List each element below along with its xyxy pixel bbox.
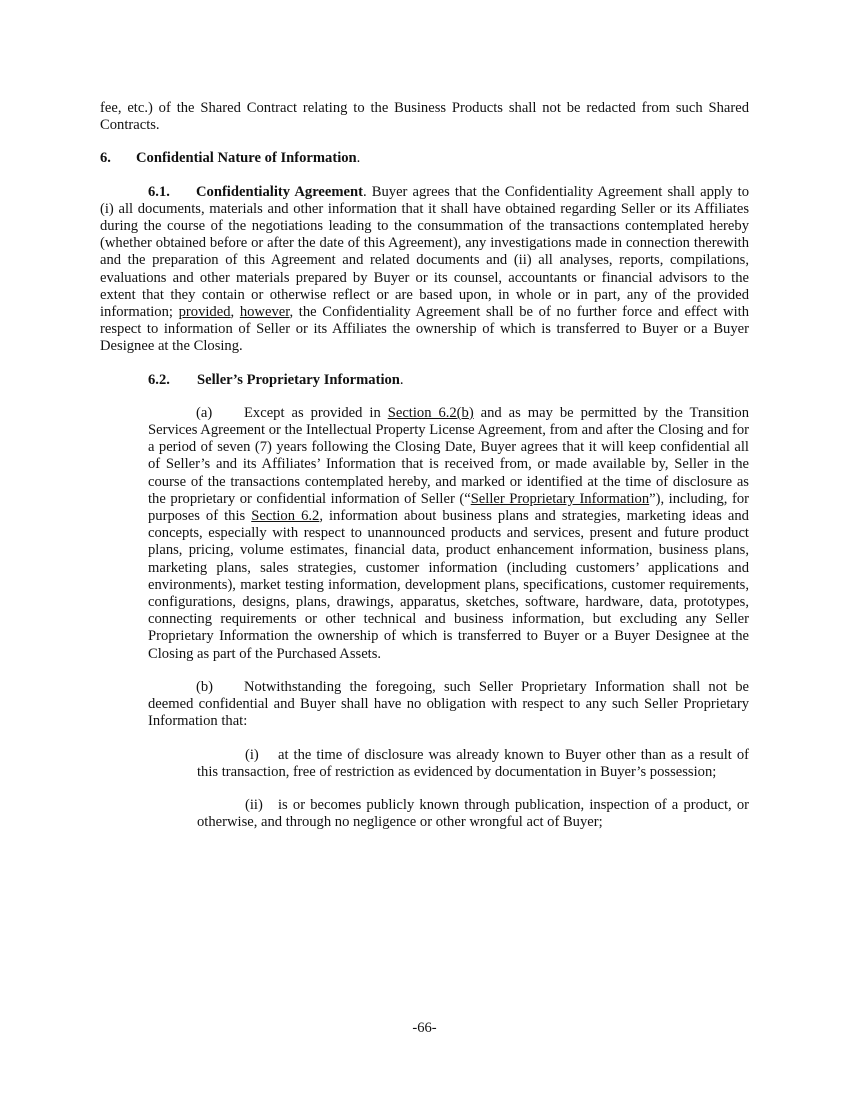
- paragraph-continuation: [100, 100, 749, 134]
- subsection-a-text-4: , information about business plans and strategies, marketing ideas and concepts, especially with respect to unannounced products and services, present and future product plans, pricing, volume estimates, financial data, product enhancement information, business plans, marketing plans, sales strategies, customer information (including customers’ applications and environments), market testing information, development plans, specifications, customer requirements, configurations, designs, plans, drawings, apparatus, sketches, software, hardware, data, prototypes, connecting requirements or other technical and business information, but excluding any Seller Proprietary Information the ownership of which is transferred to Buyer or a Buyer Designee at the Closing as part of the Purchased Assets.: [148, 508, 749, 662]
- subsection-b-text: Notwithstanding the foregoing, such Seller Proprietary Information shall not be deemed confidential and Buyer shall have no obligation with respect to any such Seller Proprietary Information that:: [148, 678, 749, 730]
- section-6-2-title: Seller’s Proprietary Information: [197, 371, 400, 388]
- section-6-2-b-reference: Section 6.2(b): [387, 404, 474, 421]
- section-6-2-period: .: [399, 371, 404, 388]
- section-6-title: Confidential Nature of Information: [136, 150, 357, 167]
- clause-i-tag: (i): [245, 746, 259, 763]
- section-6-number: 6.: [100, 150, 111, 167]
- section-6-1-text-after: , the Confidentiality Agreement shall be of no further force and effect with respect to information of Seller or its Affiliates the ownership of which is transferred to Buyer or a Buyer Designee at the Closing.: [100, 304, 750, 355]
- section-6-1-period: .: [362, 183, 367, 200]
- section-6-heading: [100, 150, 749, 167]
- section-6-2-heading: [100, 372, 749, 389]
- clause-i-text: at the time of disclosure was already known to Buyer other than as a result of this transaction, free of restriction as evidenced by documentation in Buyer’s possession;: [197, 746, 749, 780]
- section-6-2-reference: Section 6.2: [251, 508, 320, 525]
- provided-term: provided: [178, 304, 231, 321]
- subsection-a-text-2: and as may be permitted by the Transition Services Agreement or the Intellectual Property License Agreement, from and after the Closing and for a period of seven (7) years following the Closing Date, Buyer agrees that it will keep confidential all of Seller’s and its Affiliates’ Information that is received from, or made available by, Seller in the course of the transactions contemplated hereby, and marked or identified at the time of disclosure as the proprietary or confidential information of Seller (“: [148, 404, 749, 507]
- clause-ii-text: is or becomes publicly known through publication, inspection of a product, or otherwise, and through no negligence or other wrongful act of Buyer;: [197, 796, 749, 831]
- however-term: however: [239, 304, 290, 321]
- section-6-1-text-before: Buyer agrees that the Confidentiality Agreement shall apply to (i) all documents, materials and other information that it shall have obtained regarding Seller or its Affiliates during the course of the negotiations leading to the consummation of the transactions contemplated hereby (whether obtained before or after the date of this Agreement), any investigations made in connection therewith and the preparation of this Agreement and related documents and (ii) all analyses, reports, compilations, evaluations and other materials prepared by Buyer or its counsel, accountants or financial advisors to the extent that they contain or otherwise reflect or are based upon, in whole or in part, any of the provided information;: [100, 183, 749, 321]
- subsection-a-tag: (a): [196, 404, 213, 421]
- section-6-1-paragraph: [100, 184, 749, 356]
- clause-i-paragraph: [197, 747, 749, 781]
- subsection-a-text-3: ”), including, for purposes of this: [148, 490, 749, 525]
- subsection-b-tag: (b): [196, 678, 214, 695]
- section-6-period: .: [356, 150, 361, 167]
- clause-ii-tag: (ii): [245, 796, 263, 813]
- subsection-a-paragraph: [148, 405, 749, 663]
- document-page: [100, 100, 749, 831]
- seller-proprietary-information-term: Seller Proprietary Information: [470, 490, 650, 507]
- section-6-2-number: 6.2.: [148, 371, 170, 388]
- section-6-1-number: 6.1.: [148, 183, 170, 200]
- subsection-a-text-1: Except as provided in: [244, 404, 388, 421]
- clause-ii-paragraph: [197, 797, 749, 831]
- page-number: -66-: [412, 1020, 437, 1036]
- provided-comma: ,: [230, 304, 240, 321]
- section-6-1-title: Confidentiality Agreement: [196, 183, 363, 200]
- subsection-b-paragraph: [148, 679, 749, 731]
- paragraph-continuation-text: fee, etc.) of the Shared Contract relating to the Business Products shall not be redacted from such Shared Contracts.: [100, 100, 749, 134]
